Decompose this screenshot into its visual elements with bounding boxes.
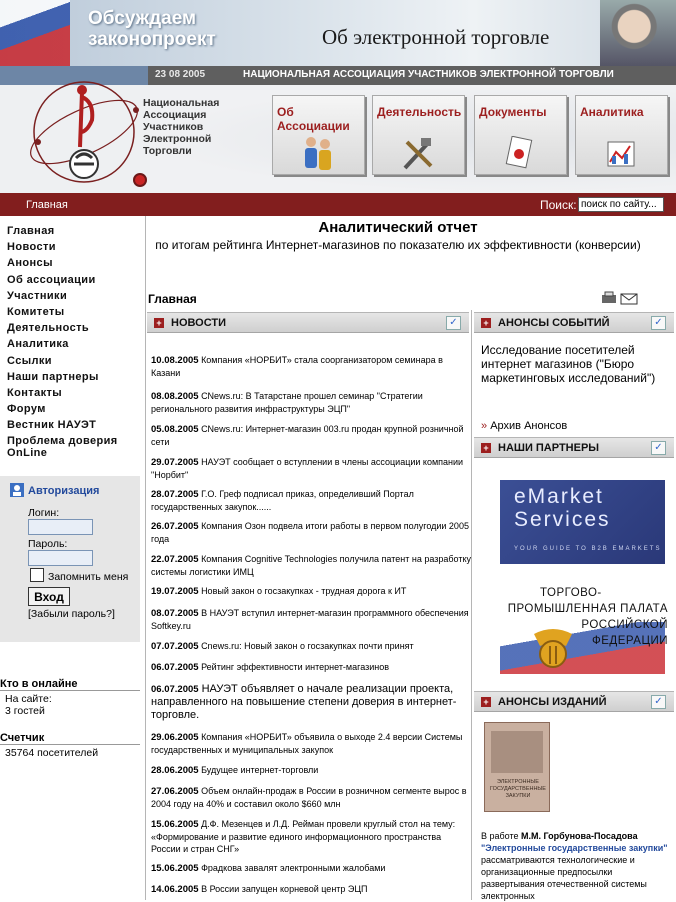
news-item[interactable] (151, 488, 471, 513)
sidebar-item-about[interactable]: Об ассоциации (7, 273, 96, 286)
document-icon (503, 136, 537, 172)
nav-analytics[interactable] (575, 95, 668, 175)
emarket-services-banner[interactable] (500, 480, 665, 564)
logo-text (143, 97, 243, 157)
publications-header (474, 691, 674, 712)
remember-checkbox[interactable] (30, 568, 44, 582)
archive-link-label[interactable]: Архив Анонсов (490, 420, 568, 432)
emarket-tagline: YOUR GUIDE TO B2B EMARKETS (514, 546, 662, 552)
pub-text: рассматриваются технологические и организационные предпосылки развертывания отечественной системы электронных (481, 855, 647, 901)
news-date: 29.06.2005 (151, 732, 199, 743)
events-header-label: АНОНСЫ СОБЫТИЙ (498, 317, 610, 329)
news-header-label: НОВОСТИ (171, 317, 227, 329)
sidebar-item-members[interactable]: Участники (7, 289, 68, 302)
emarket-line-1: eMarket (514, 485, 604, 508)
sidebar-item-links[interactable]: Ссылки (7, 354, 52, 367)
chamber-text (507, 585, 668, 649)
news-text[interactable]: НАУЭТ сообщает о вступлении в члены ассоциации компании "Норбит" (151, 457, 464, 480)
arrow-icon: » (481, 420, 491, 432)
pub-book-link[interactable]: "Электронные государственные закупки" (481, 843, 668, 853)
chamber-line: РОССИЙСКОЙ (581, 619, 668, 631)
banner-line-1: Обсуждаем (88, 8, 197, 29)
news-date: 28.07.2005 (151, 489, 199, 500)
tools-icon (401, 136, 435, 172)
chamber-line: ТОРГОВО- (540, 587, 602, 599)
news-item[interactable] (151, 661, 471, 674)
password-input[interactable] (28, 550, 93, 566)
news-text[interactable]: Компания Озон подвела итоги работы в первом полугодии 2005 года (151, 521, 469, 544)
expand-icon[interactable]: + (154, 318, 164, 328)
expand-icon[interactable]: + (481, 697, 491, 707)
divider (0, 744, 140, 745)
login-title: Авторизация (28, 485, 100, 497)
login-input[interactable] (28, 519, 93, 535)
news-text[interactable]: В России запущен корневой центр ЭЦП (201, 884, 368, 894)
expand-icon[interactable]: + (481, 318, 491, 328)
news-text[interactable]: Рейтинг эффективности интернет-магазинов (201, 662, 390, 672)
judge-portrait (600, 0, 676, 66)
news-item[interactable] (151, 640, 471, 653)
sidebar-item-activity[interactable]: Деятельность (7, 322, 90, 335)
who-online-title: Кто в онлайне (0, 678, 78, 690)
news-item[interactable] (151, 354, 471, 379)
partners-header-label: НАШИ ПАРТНЕРЫ (498, 442, 600, 454)
people-icon (301, 136, 335, 172)
news-item[interactable] (151, 764, 471, 777)
chart-icon (604, 136, 638, 172)
news-text[interactable]: Cnews.ru: Новый закон о госзакупках почти принят (201, 641, 414, 651)
pub-author: М.М. Горбунова-Посадова (521, 831, 638, 841)
news-text[interactable]: В НАУЭТ вступил интернет-магазин программного обеспечения Softkey.ru (151, 608, 469, 631)
home-link[interactable]: Главная (26, 199, 68, 211)
remember-label: Запомнить меня (48, 571, 129, 583)
logo-line: Торговли (143, 145, 192, 157)
news-date: 27.06.2005 (151, 786, 199, 797)
sidebar-item-home[interactable]: Главная (7, 225, 55, 237)
news-text[interactable]: Компания Cognitive Technologies получила патент на разработку системы логистики ИМЦ (151, 554, 471, 577)
expand-icon[interactable]: + (481, 443, 491, 453)
collapse-icon[interactable]: ✓ (651, 316, 666, 330)
news-date: 19.07.2005 (151, 586, 199, 597)
news-item[interactable] (151, 520, 471, 545)
report-title[interactable]: Аналитический отчет (318, 219, 478, 236)
sidebar-item-announcements[interactable]: Анонсы (7, 257, 53, 270)
event-title[interactable]: Исследование посетителей интернет магазинов (481, 343, 635, 371)
partners-header (474, 437, 674, 458)
news-date: 29.07.2005 (151, 457, 199, 468)
logo-line: Участников (143, 121, 204, 133)
nav-analytics-label: Аналитика (580, 105, 644, 119)
publication-description (481, 830, 671, 902)
chamber-line: ФЕДЕРАЦИИ (592, 635, 668, 647)
news-text[interactable]: Компания «НОРБИТ» объявила о выходе 2.4 версии Системы государственных и муниципальных закупок (151, 732, 463, 755)
archive-link[interactable] (481, 420, 567, 432)
news-item[interactable] (151, 553, 471, 578)
news-item[interactable] (151, 862, 471, 875)
nav-documents-label: Документы (479, 105, 547, 119)
news-item[interactable] (151, 731, 471, 756)
collapse-icon[interactable]: ✓ (651, 441, 666, 455)
divider (0, 690, 140, 691)
online-label: На сайте: (5, 693, 52, 705)
sidebar-item-bulletin[interactable]: Вестник НАУЭТ (7, 419, 97, 432)
chamber-of-commerce-banner[interactable] (500, 582, 668, 674)
sidebar-item-partners[interactable]: Наши партнеры (7, 370, 99, 383)
association-logo-icon[interactable] (22, 72, 152, 192)
news-date: 08.08.2005 (151, 391, 199, 402)
sidebar-item-trust-online[interactable]: Проблема доверия OnLine (7, 435, 118, 460)
nav-about-label: Об Ассоциации (277, 105, 350, 133)
online-count: 3 гостей (5, 705, 45, 717)
news-date: 10.08.2005 (151, 355, 199, 366)
news-text[interactable]: Д.Ф. Мезенцев и Л.Д. Рейман провели круглый стол на тему: «Формирование и развитие единого информационного пространства России и стран СНГ» (151, 819, 456, 854)
top-banner[interactable] (0, 0, 676, 66)
login-button[interactable]: Вход (28, 587, 70, 606)
news-item[interactable] (151, 883, 471, 896)
sidebar-item-contacts[interactable]: Контакты (7, 386, 63, 399)
events-header (474, 312, 674, 333)
pub-prefix: В работе (481, 831, 519, 841)
logo-line: Национальная (143, 97, 220, 109)
news-date: 06.07.2005 (151, 684, 199, 695)
collapse-icon[interactable]: ✓ (446, 316, 461, 330)
news-item[interactable] (151, 818, 471, 855)
nav-activity-label: Деятельность (377, 105, 462, 119)
event-source: ("Бюро маркетинговых исследований") (481, 357, 656, 385)
print-email-icons[interactable] (601, 291, 639, 305)
news-text[interactable]: Объем онлайн-продаж в России в розничном сегменте вырос в 2004 году на 40% и составил около $660 млн (151, 786, 467, 809)
news-text[interactable]: Г.О. Греф подписал приказ, определивший Портал государственных закупок...... (151, 489, 414, 512)
sidebar-item-news[interactable]: Новости (7, 241, 56, 254)
news-date: 15.06.2005 (151, 863, 199, 874)
news-item[interactable] (151, 607, 471, 632)
news-date: 14.06.2005 (151, 884, 199, 895)
password-label: Пароль: (28, 538, 68, 550)
news-item[interactable] (151, 456, 471, 481)
news-text[interactable]: Новый закон о госзакупках - трудная дорога к ИТ (201, 586, 407, 596)
book-illustration (491, 731, 543, 773)
news-text[interactable]: Фрадкова завалят электронными жалобами (201, 863, 386, 873)
chamber-line: ПРОМЫШЛЕННАЯ ПАЛАТА (507, 603, 668, 615)
search-input[interactable] (578, 197, 664, 212)
news-text[interactable]: Компания «НОРБИТ» стала соорганизатором семинара в Казани (151, 355, 443, 378)
news-text[interactable]: CNews.ru: Интернет-магазин 003.ru продан крупной розничной сети (151, 424, 464, 447)
book-cover-title: ЭЛЕКТРОННЫЕ ГОСУДАРСТВЕННЫЕ ЗАКУПКИ (490, 779, 546, 799)
news-date: 28.06.2005 (151, 765, 199, 776)
banner-headline (88, 8, 216, 50)
news-item[interactable] (151, 683, 471, 722)
news-item[interactable] (151, 423, 471, 448)
news-date: 06.07.2005 (151, 662, 199, 673)
news-date: 26.07.2005 (151, 521, 199, 532)
news-date: 05.08.2005 (151, 424, 199, 435)
news-item[interactable] (151, 585, 471, 598)
forgot-password-link[interactable]: [Забыли пароль?] (28, 608, 115, 620)
logo-line: Ассоциация (143, 109, 207, 121)
news-date: 15.06.2005 (151, 819, 199, 830)
nav-activity[interactable] (372, 95, 465, 175)
user-icon (10, 483, 24, 497)
nav-documents[interactable] (474, 95, 567, 175)
visitor-count: 35764 посетителей (5, 747, 99, 759)
news-header (147, 312, 469, 333)
report-subtitle[interactable]: по итогам рейтинга Интернет-магазинов по показателю их эффективности (конверсии) (155, 238, 641, 252)
logo-line: Электронной (143, 133, 212, 145)
russian-flag-graphic (0, 0, 70, 66)
association-name: НАЦИОНАЛЬНАЯ АССОЦИАЦИЯ УЧАСТНИКОВ ЭЛЕКТРОННОЙ ТОРГОВЛИ (243, 69, 614, 80)
column-divider (471, 310, 472, 900)
sidebar-item-committees[interactable]: Комитеты (7, 305, 65, 318)
news-text[interactable]: Будущее интернет-торговли (201, 765, 319, 775)
sidebar-item-forum[interactable]: Форум (7, 403, 46, 416)
news-text[interactable]: НАУЭТ объявляет о начале реализации проекта, направленного на повышение степени доверия в интернет-торговле. (151, 683, 457, 721)
breadcrumb: Главная (148, 292, 197, 306)
news-text[interactable]: CNews.ru: В Татарстане прошел семинар "Стратегии регионального развития инфраструктуры ЭЦП" (151, 391, 423, 414)
search-label: Поиск: (540, 198, 577, 212)
news-item[interactable] (151, 785, 471, 810)
book-cover[interactable] (484, 722, 550, 812)
news-date: 07.07.2005 (151, 641, 199, 652)
sidebar-item-analytics[interactable]: Аналитика (7, 338, 69, 351)
login-label: Логин: (28, 507, 60, 519)
emarket-line-2: Services (514, 508, 611, 531)
publications-header-label: АНОНСЫ ИЗДАНИЙ (498, 696, 607, 708)
current-date: 23 08 2005 (155, 69, 206, 80)
news-date: 08.07.2005 (151, 608, 199, 619)
sidebar-menu (0, 216, 145, 459)
collapse-icon[interactable]: ✓ (651, 695, 666, 709)
nav-about[interactable] (272, 95, 365, 175)
counter-title: Счетчик (0, 732, 45, 744)
news-date: 22.07.2005 (151, 554, 199, 565)
banner-line-2: законопроект (88, 29, 216, 50)
news-item[interactable] (151, 390, 471, 415)
event-announcement[interactable] (481, 343, 671, 385)
banner-topic: Об электронной торговле (322, 25, 550, 49)
